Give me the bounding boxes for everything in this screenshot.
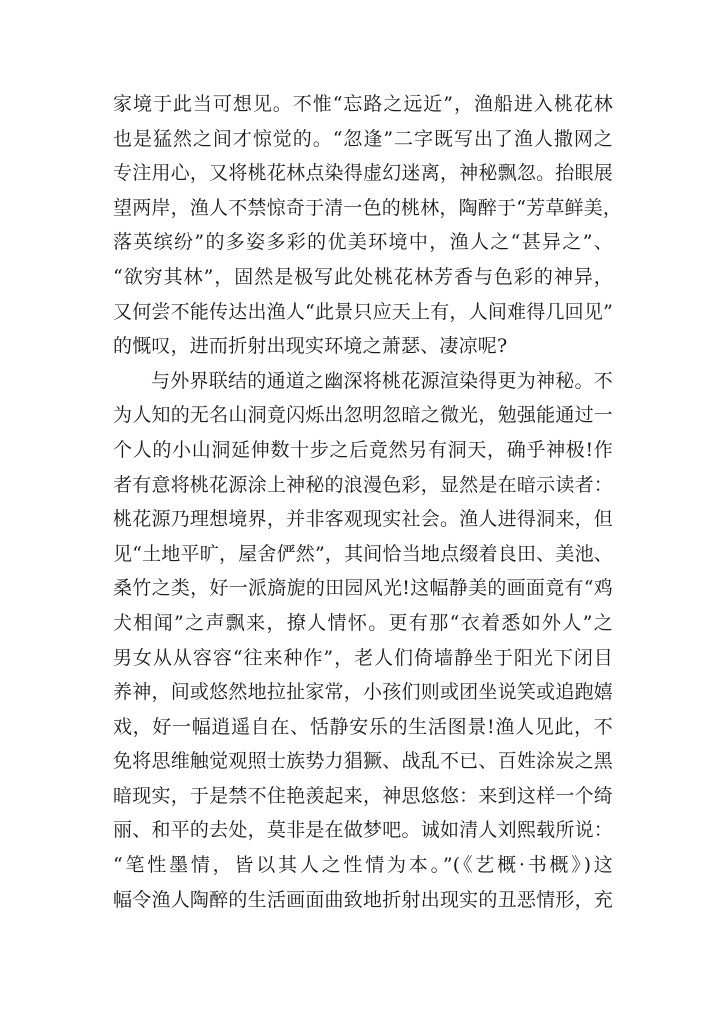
text-line: 个人的小山洞延伸数十步之后竟然另有洞天，确乎神极!作 — [113, 438, 613, 461]
text-line: 者有意将桃花源涂上神秘的浪漫色彩，显然是在暗示读者： — [113, 473, 613, 496]
text-line: “欲穷其林”，固然是极写此处桃花林芳香与色彩的神异， — [113, 265, 613, 288]
text-line: 戏，好一幅逍遥自在、恬静安乐的生活图景!渔人见此，不 — [113, 715, 613, 738]
text-line: 男女从从容容“往来种作”，老人们倚墙静坐于阳光下闭目 — [113, 646, 613, 669]
text-line: 养神，间或悠然地拉扯家常，小孩们则或团坐说笑或追跑嬉 — [113, 681, 613, 704]
text-line: 见“土地平旷，屋舍俨然”，其间恰当地点缀着良田、美池、 — [113, 542, 613, 565]
text-line: 专注用心，又将桃花林点染得虚幻迷离，神秘飘忽。抬眼展 — [113, 162, 613, 185]
text-line: 桃花源乃理想境界，并非客观现实社会。渔人进得洞来，但 — [113, 508, 613, 531]
text-line: “笔性墨情，皆以其人之性情为本。”(《艺概·书概》)这 — [113, 854, 613, 877]
text-line: 桑竹之类，好一派旖旎的田园风光!这幅静美的画面竟有“鸡 — [113, 577, 613, 600]
text-line: 犬相闻”之声飘来，撩人情怀。更有那“衣着悉如外人”之 — [113, 611, 613, 634]
text-line: 免将思维触觉观照士族势力猖獗、战乱不已、百姓涂炭之黑 — [113, 750, 613, 773]
text-line: 家境于此当可想见。不惟“忘路之远近”，渔船进入桃花林 — [113, 93, 613, 115]
body-text — [113, 87, 623, 917]
text-line: 望两岸，渔人不禁惊奇于清一色的桃林，陶醉于“芳草鲜美， — [113, 196, 623, 219]
text-line: 落英缤纷”的多姿多彩的优美环境中，渔人之“甚异之”、 — [113, 231, 613, 254]
text-line: 为人知的无名山洞竟闪烁出忽明忽暗之微光，勉强能通过一 — [113, 404, 613, 427]
text-line: 丽、和平的去处，莫非是在做梦吧。诚如清人刘熙载所说： — [113, 819, 613, 842]
text-line: 又何尝不能传达出渔人“此景只应天上有，人间难得几回见” — [113, 300, 613, 323]
text-line: 也是猛然之间才惊觉的。“忽逢”二字既写出了渔人撒网之 — [113, 127, 613, 150]
text-line: 的慨叹，进而折射出现实环境之萧瑟、凄凉呢? — [113, 335, 508, 358]
text-line: 与外界联结的通道之幽深将桃花源渲染得更为神秘。不 — [151, 369, 613, 392]
text-line: 暗现实，于是禁不住艳羡起来，神思悠悠：来到这样一个绮 — [113, 784, 613, 807]
text-line: 幅令渔人陶醉的生活画面曲致地折射出现实的丑恶情形，充 — [113, 888, 613, 911]
